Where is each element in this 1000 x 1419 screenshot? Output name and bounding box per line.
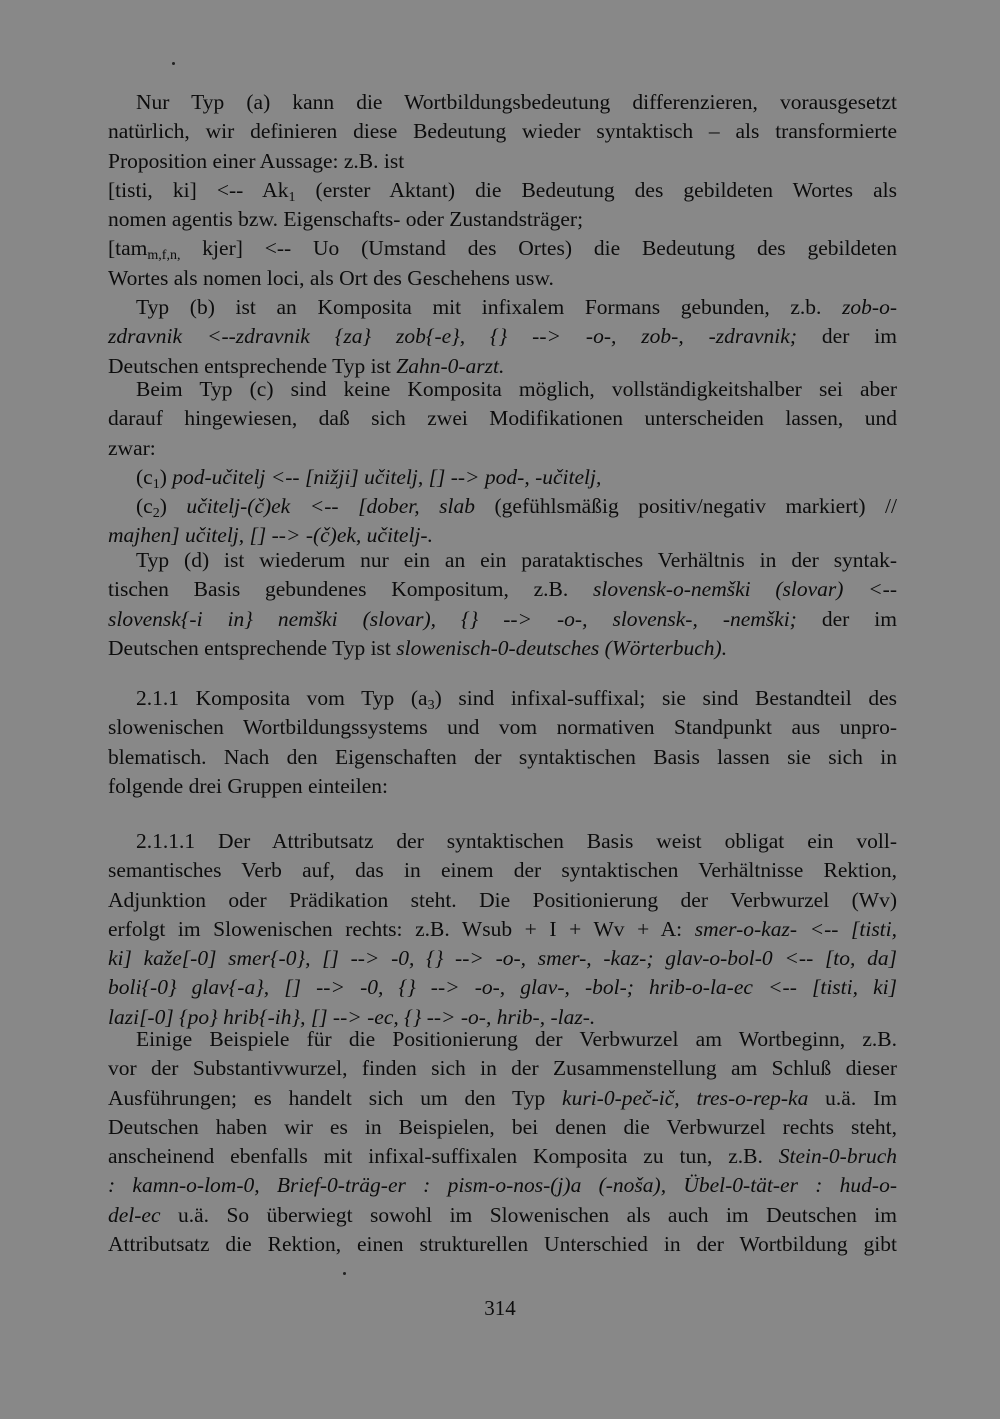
text-line <box>108 404 897 433</box>
page-number: 314 <box>484 1296 516 1320</box>
text: Einige Beispiele für die Positionierung der Verbwurzel am Wortbeginn, z.B. <box>136 1027 897 1051</box>
text: Wortes als nomen loci, als Ort des Geschehens usw. <box>108 265 554 290</box>
italic-text: del-ec <box>108 1202 161 1227</box>
text: Attributsatz die Rektion, einen strukturellen Unterschied in der Wortbildung gibt <box>108 1232 897 1257</box>
italic-text: slowenisch-0-deutsches (Wörterbuch). <box>396 635 728 660</box>
text-line <box>108 575 897 604</box>
typ-c-paragraph <box>108 375 897 551</box>
text-line <box>108 1113 897 1142</box>
subscript: 1 <box>288 189 296 205</box>
text: (c <box>136 464 153 489</box>
text: [tisti, ki] <-- Ak <box>108 177 289 202</box>
text: (gefühlsmäßig positiv/negativ markiert) // <box>474 494 897 519</box>
text-line <box>108 88 897 117</box>
italic-text: ki] kaže[-0] smer{-0}, [] --> -0, {} --> -o-, smer-, -kaz-; glav-o-bol-0 <-- [to, da] <box>108 946 897 971</box>
text-line <box>108 434 897 463</box>
typ-b-paragraph <box>108 293 897 381</box>
text-line <box>108 944 897 973</box>
text-line <box>108 713 897 742</box>
text: Deutschen entsprechende Typ ist <box>108 353 397 378</box>
text: Deutschen haben wir es in Beispielen, bei denen die Verbwurzel rechts steht, <box>108 1114 897 1139</box>
text-line <box>108 117 897 146</box>
text: folgende drei Gruppen einteilen: <box>108 773 388 798</box>
text: Nur Typ (a) kann die Wortbildungsbedeutung differenzieren, vorausgesetzt <box>136 90 897 114</box>
text-line <box>108 684 897 713</box>
text: kjer] <-- Uo (Umstand des Ortes) die Bedeutung des gebildeten <box>180 236 897 261</box>
text: Adjunktion oder Prädikation steht. Die Positionierung der Verbwurzel (Wv) <box>108 887 897 912</box>
text: vor der Substantivwurzel, finden sich in der Zusammenstellung am Schluß dieser <box>108 1056 897 1081</box>
text-line <box>108 1025 897 1054</box>
text: anscheinend ebenfalls mit infixal-suffixalen Komposita zu tun, z.B. <box>108 1144 779 1169</box>
text-line <box>108 1201 897 1230</box>
subscript: 3 <box>427 698 435 713</box>
text: semantisches Verb auf, das in einem der syntaktischen Verhältnisse Rektion, <box>108 858 897 883</box>
subscript: 1 <box>152 476 160 492</box>
text: slowenischen Wortbildungssystems und vom normativen Standpunkt aus unpro- <box>108 715 897 740</box>
subscript: m,f,n, <box>147 248 181 264</box>
scan-speck <box>343 1272 346 1275</box>
subscript: 2 <box>152 506 160 522</box>
text: ) <box>159 494 187 519</box>
italic-text: zob-o- <box>842 295 897 319</box>
text: Deutschen entsprechende Typ ist <box>108 635 397 660</box>
text: ) sind infixal-suffixal; sie sind Bestandteil des <box>434 686 898 710</box>
text-line <box>108 322 897 351</box>
text: (erster Aktant) die Bedeutung des gebildeten Wortes als <box>295 177 897 202</box>
italic-text: slovensk{-i in} nemški (slovar), {} --> -o-, slovensk-, -nemški; <box>108 606 797 631</box>
text-line <box>108 772 897 801</box>
intro-paragraph <box>108 88 897 293</box>
text-line <box>108 605 897 634</box>
text-line <box>108 915 897 944</box>
text: [tam <box>108 236 148 261</box>
italic-text: boli{-0} glav{-a}, [] --> -0, {} --> -o-, glav-, -bol-; hrib-o-la-ec <-- [tisti, ki] <box>108 975 897 1000</box>
text: blematisch. Nach den Eigenschaften der syntaktischen Basis lassen sie sich in <box>108 744 897 769</box>
text-line <box>108 856 897 885</box>
text-line <box>108 546 897 575</box>
section-2-1-1-1 <box>108 827 897 1032</box>
italic-text: pod-učitelj <-- [nižji] učitelj, [] --> pod-, -učitelj, <box>172 464 602 489</box>
text-line <box>108 264 897 293</box>
text: Ausführungen; es handelt sich um den Typ <box>108 1085 563 1110</box>
text: Typ (d) ist wiederum nur ein an ein parataktisches Verhältnis in der syntak- <box>136 548 897 572</box>
scan-speck <box>172 62 175 65</box>
text: der im <box>797 324 897 349</box>
text: u.ä. So überwiegt sowohl im Slowenischen als auch im Deutschen im <box>160 1202 897 1227</box>
text: natürlich, wir definieren diese Bedeutung wieder syntaktisch – als transformierte <box>108 119 897 144</box>
text-line <box>108 293 897 322</box>
italic-text: lazi[-0] {po} hrib{-ih}, [] --> -ec, {} --> -o-, hrib-, -laz-. <box>108 1004 596 1029</box>
text-line <box>108 205 897 234</box>
text: Beim Typ (c) sind keine Komposita möglich, vollständigkeitshalber sei aber <box>136 377 897 401</box>
text-line <box>108 147 897 176</box>
section-2-1-1 <box>108 684 897 801</box>
text-line <box>108 176 897 205</box>
text-line <box>108 886 897 915</box>
text-line <box>108 492 897 521</box>
text-line <box>108 375 897 404</box>
text-line <box>108 634 897 663</box>
text: tischen Basis gebundenes Kompositum, z.B. <box>108 577 593 602</box>
italic-text: smer-o-kaz- <-- [tisti, <box>694 916 898 941</box>
text: 2.1.1.1 Der Attributsatz der syntaktischen Basis weist obligat ein voll- <box>136 829 897 853</box>
italic-text: : kamn-o-lom-0, Brief-0-träg-er : pism-o-nos-(j)a (-noša), Übel-0-tät-er : hud-o- <box>108 1173 897 1198</box>
italic-text: majhen] učitelj, [] --> -(č)ek, učitelj-. <box>108 523 433 548</box>
text-line <box>108 1230 897 1259</box>
italic-text: slovensk-o-nemški (slovar) <-- <box>593 577 897 602</box>
text: Proposition einer Aussage: z.B. ist <box>108 148 405 173</box>
text-line <box>108 743 897 772</box>
text-line <box>108 973 897 1002</box>
typ-d-paragraph <box>108 546 897 663</box>
text-line <box>108 1171 897 1200</box>
text-line <box>108 1054 897 1083</box>
text: darauf hingewiesen, daß sich zwei Modifikationen unterscheiden lassen, und <box>108 406 897 431</box>
text: (c <box>136 494 153 519</box>
italic-text: kuri-0-peč-ič, tres-o-rep-ka <box>562 1085 809 1110</box>
italic-text: zdravnik <--zdravnik {za} zob{-e}, {} --> -o-, zob-, -zdravnik; <box>108 324 797 349</box>
text-line <box>108 827 897 856</box>
text-line <box>108 234 897 263</box>
text-line <box>108 1142 897 1171</box>
text-line <box>108 1084 897 1113</box>
text: zwar: <box>108 435 156 460</box>
text: nomen agentis bzw. Eigenschafts- oder Zustandsträger; <box>108 207 584 232</box>
text: der im <box>796 606 897 631</box>
text: ) <box>159 464 173 489</box>
text: erfolgt im Slowenischen rechts: z.B. Wsub + I + Wv + A: <box>108 916 695 941</box>
text: u.ä. Im <box>808 1085 897 1110</box>
text: Typ (b) ist an Komposita mit infixalem Formans gebunden, z.b. <box>136 295 843 319</box>
italic-text: učitelj-(č)ek <-- [dober, slab <box>186 494 475 519</box>
italic-text: Stein-0-bruch <box>778 1144 897 1169</box>
italic-text: Zahn-0-arzt. <box>396 353 505 378</box>
text: 2.1.1 Komposita vom Typ (a <box>136 686 428 710</box>
text-line <box>108 463 897 492</box>
einige-paragraph <box>108 1025 897 1259</box>
